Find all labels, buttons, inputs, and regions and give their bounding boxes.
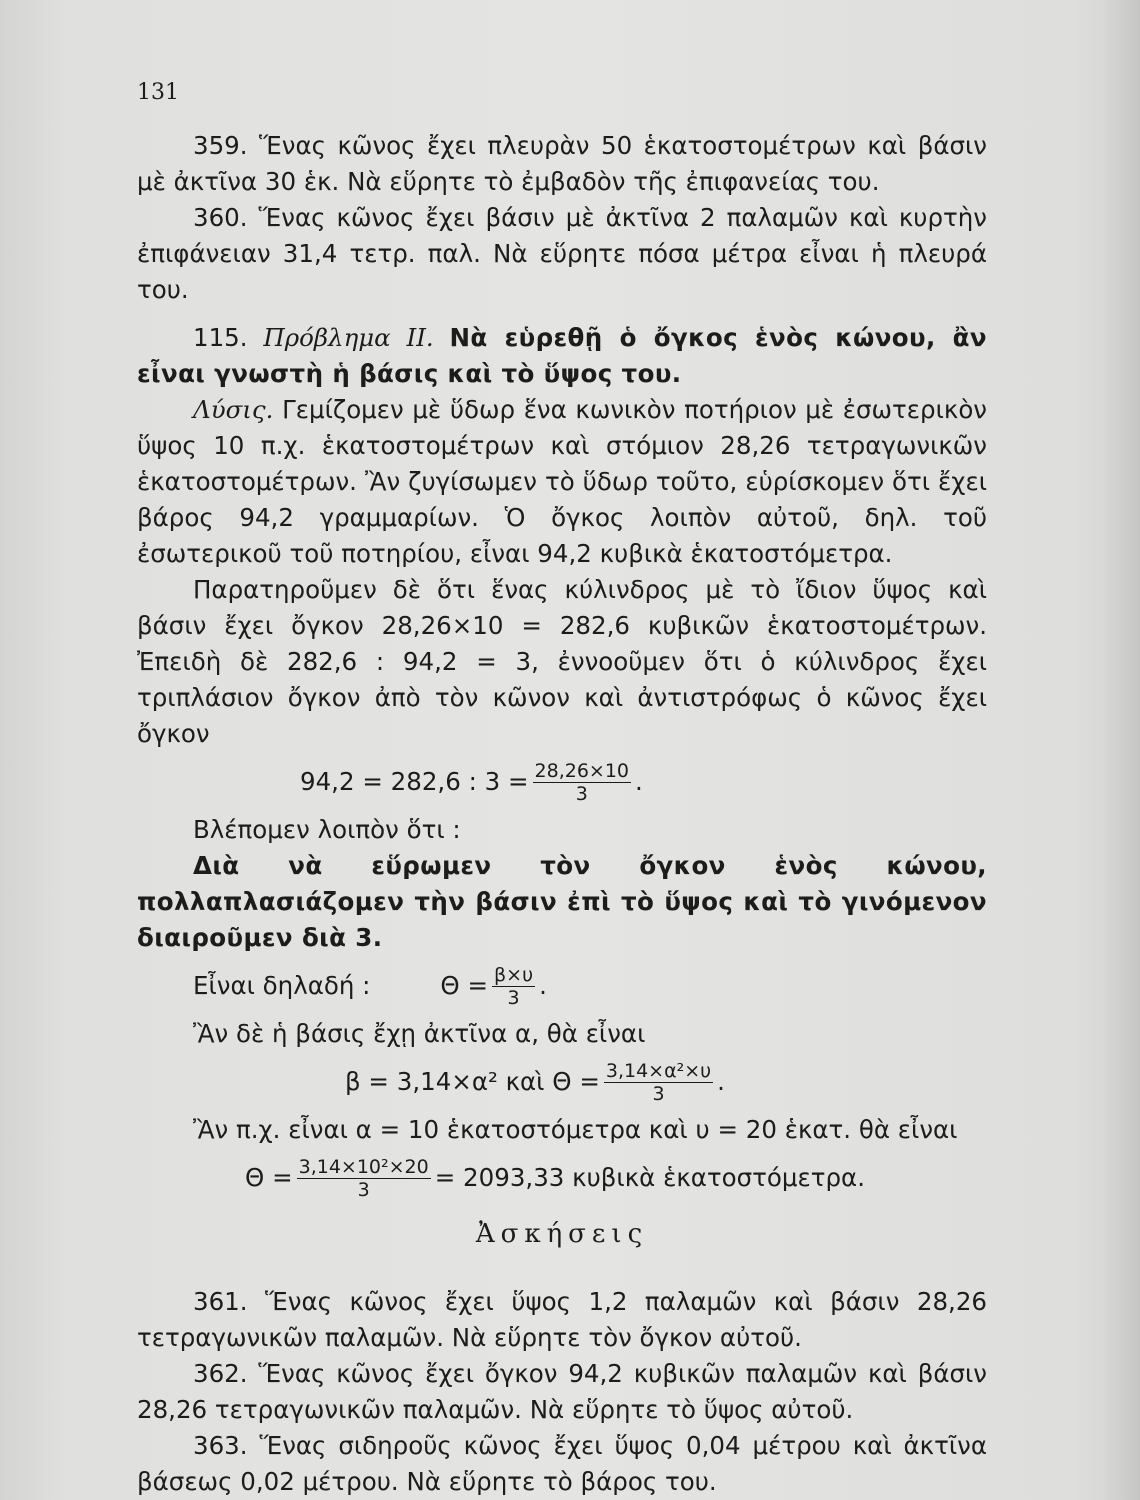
exercises-heading: Ἀσκήσεις xyxy=(475,1219,649,1249)
solution-label: Λύσις. xyxy=(193,395,274,424)
formula1-lhs: 94,2 = 282,6 : 3 = xyxy=(300,767,529,796)
formula3-lhs: β = 3,14×α² καὶ Θ = xyxy=(345,1067,600,1096)
formula1-numerator: 28,26×10 xyxy=(534,759,630,782)
exercise-363: 363. Ἕνας σιδηροῦς κῶνος ἔχει ὕψος 0,04 μέτρου καὶ ἀκτῖνα βάσεως 0,02 μέτρου. Νὰ εὕρητε τὸ βάρος του. xyxy=(137,1431,987,1496)
exercise-359: 359. Ἕνας κῶνος ἔχει πλευρὰν 50 ἑκατοστομέτρων καὶ βάσιν μὲ ἀκτῖνα 30 ἑκ. Νὰ εὕρητε τὸ ἐμβαδὸν τῆς ἐπιφανείας του. xyxy=(137,131,987,196)
volume-rule: Διὰ νὰ εὕρωμεν τὸν ὄγκον ἑνὸς κώνου, πολλαπλασιάζομεν τὴν βάσιν ἐπὶ τὸ ὕψος καὶ τὸ γινόμενον διαιροῦμεν διὰ 3. xyxy=(137,851,987,952)
problem-statement xyxy=(137,320,987,392)
formula1-end: . xyxy=(635,767,643,796)
solution-paragraph-2: Παρατηροῦμεν δὲ ὅτι ἕνας κύλινδρος μὲ τὸ ἴδιον ὕψος καὶ βάσιν ἔχει ὄγκον 28,26×10 = 282,6 κυβικῶν ἑκατοστομέτρων. Ἐπειδὴ δὲ 282,6 : 94,2 = 3, ἐννοοῦμεν ὅτι ὁ κύλινδρος ἔχει τριπλάσιον ὄγκον ἀπὸ τὸν κῶνον καὶ ἀντιστρόφως ὁ κῶνος ἔχει ὄγκον xyxy=(137,575,987,748)
exercise-361: 361. Ἕνας κῶνος ἔχει ὕψος 1,2 παλαμῶν καὶ βάσιν 28,26 τετραγωνικῶν παλαμῶν. Νὰ εὕρητε τὸν ὄγκον αὐτοῦ. xyxy=(137,1287,987,1352)
formula-volume-radius xyxy=(137,1052,987,1112)
formula-volume-numeric xyxy=(137,1148,987,1208)
formula2-denominator: 3 xyxy=(507,986,520,1009)
formula2-mid: Θ = xyxy=(440,971,489,1000)
formula4-fraction xyxy=(297,1156,431,1201)
solution-text-1: Γεμίζομεν μὲ ὕδωρ ἕνα κωνικὸν ποτήριον μὲ ἐσωτερικὸν ὕψος 10 π.χ. ἑκατοστομέτρων καὶ στόμιον 28,26 τετραγωνικῶν ἑκατοστομέτρων. Ἂν ζυγίσωμεν τὸ ὕδωρ τοῦτο, εὑρίσκομεν ὅτι ἔχει βάρος 94,2 γραμμαρίων. Ὁ ὄγκος λοιπὸν αὐτοῦ, δηλ. τοῦ ἐσωτερικοῦ τοῦ ποτηρίου, εἶναι 94,2 κυβικὰ ἑκατοστόμετρα. xyxy=(137,395,987,568)
radius-text: Ἂν δὲ ἡ βάσις ἔχῃ ἀκτῖνα α, θὰ εἶναι xyxy=(193,1019,646,1048)
formula2-fraction xyxy=(492,964,535,1009)
formula4-denominator: 3 xyxy=(357,1178,370,1201)
problem-label: Πρόβλημα ΙΙ. xyxy=(263,323,434,352)
see-text: Βλέπομεν λοιπὸν ὅτι : xyxy=(193,815,461,844)
example-text: Ἂν π.χ. εἶναι α = 10 ἑκατοστόμετρα καὶ υ = 20 ἑκατ. θὰ εἶναι xyxy=(193,1115,958,1144)
exercise-360: 360. Ἕνας κῶνος ἔχει βάσιν μὲ ἀκτῖνα 2 παλαμῶν καὶ κυρτὴν ἐπιφάνειαν 31,4 τετρ. παλ. Νὰ εὕρητε πόσα μέτρα εἶναι ἡ πλευρά του. xyxy=(137,203,987,304)
problem-text: Νὰ εὑρεθῇ ὁ ὄγκος ἑνὸς κώνου, ἂν εἶναι γνωστὴ ἡ βάσις καὶ τὸ ὕψος του. xyxy=(137,323,987,388)
formula3-end: . xyxy=(717,1067,725,1096)
exercise-362: 362. Ἕνας κῶνος ἔχει ὄγκον 94,2 κυβικῶν παλαμῶν καὶ βάσιν 28,26 τετραγωνικῶν παλαμῶν. Νὰ εὕρητε τὸ ὕψος αὐτοῦ. xyxy=(137,1359,987,1424)
solution-paragraph-1 xyxy=(137,392,987,572)
formula4-rhs: = 2093,33 κυβικὰ ἑκατοστόμετρα. xyxy=(434,1163,865,1192)
formula-volume-general xyxy=(137,956,987,1016)
page-number: 131 xyxy=(137,80,179,105)
formula1-denominator: 3 xyxy=(575,782,588,805)
formula1-fraction xyxy=(533,760,632,805)
formula3-fraction xyxy=(604,1060,713,1105)
formula2-numerator: β×υ xyxy=(494,963,534,986)
page-content xyxy=(137,128,987,1500)
formula2-end: . xyxy=(539,971,547,1000)
formula4-numerator: 3,14×10²×20 xyxy=(298,1155,429,1178)
page-edge-shadow xyxy=(1100,0,1140,1500)
problem-number: 115. xyxy=(193,323,248,352)
formula3-denominator: 3 xyxy=(652,1082,665,1105)
formula3-numerator: 3,14×α²×υ xyxy=(605,1059,712,1082)
formula2-lhs: Εἶναι δηλαδή : xyxy=(193,971,371,1000)
formula4-lhs: Θ = xyxy=(245,1163,293,1192)
formula-volume-example xyxy=(137,752,987,812)
